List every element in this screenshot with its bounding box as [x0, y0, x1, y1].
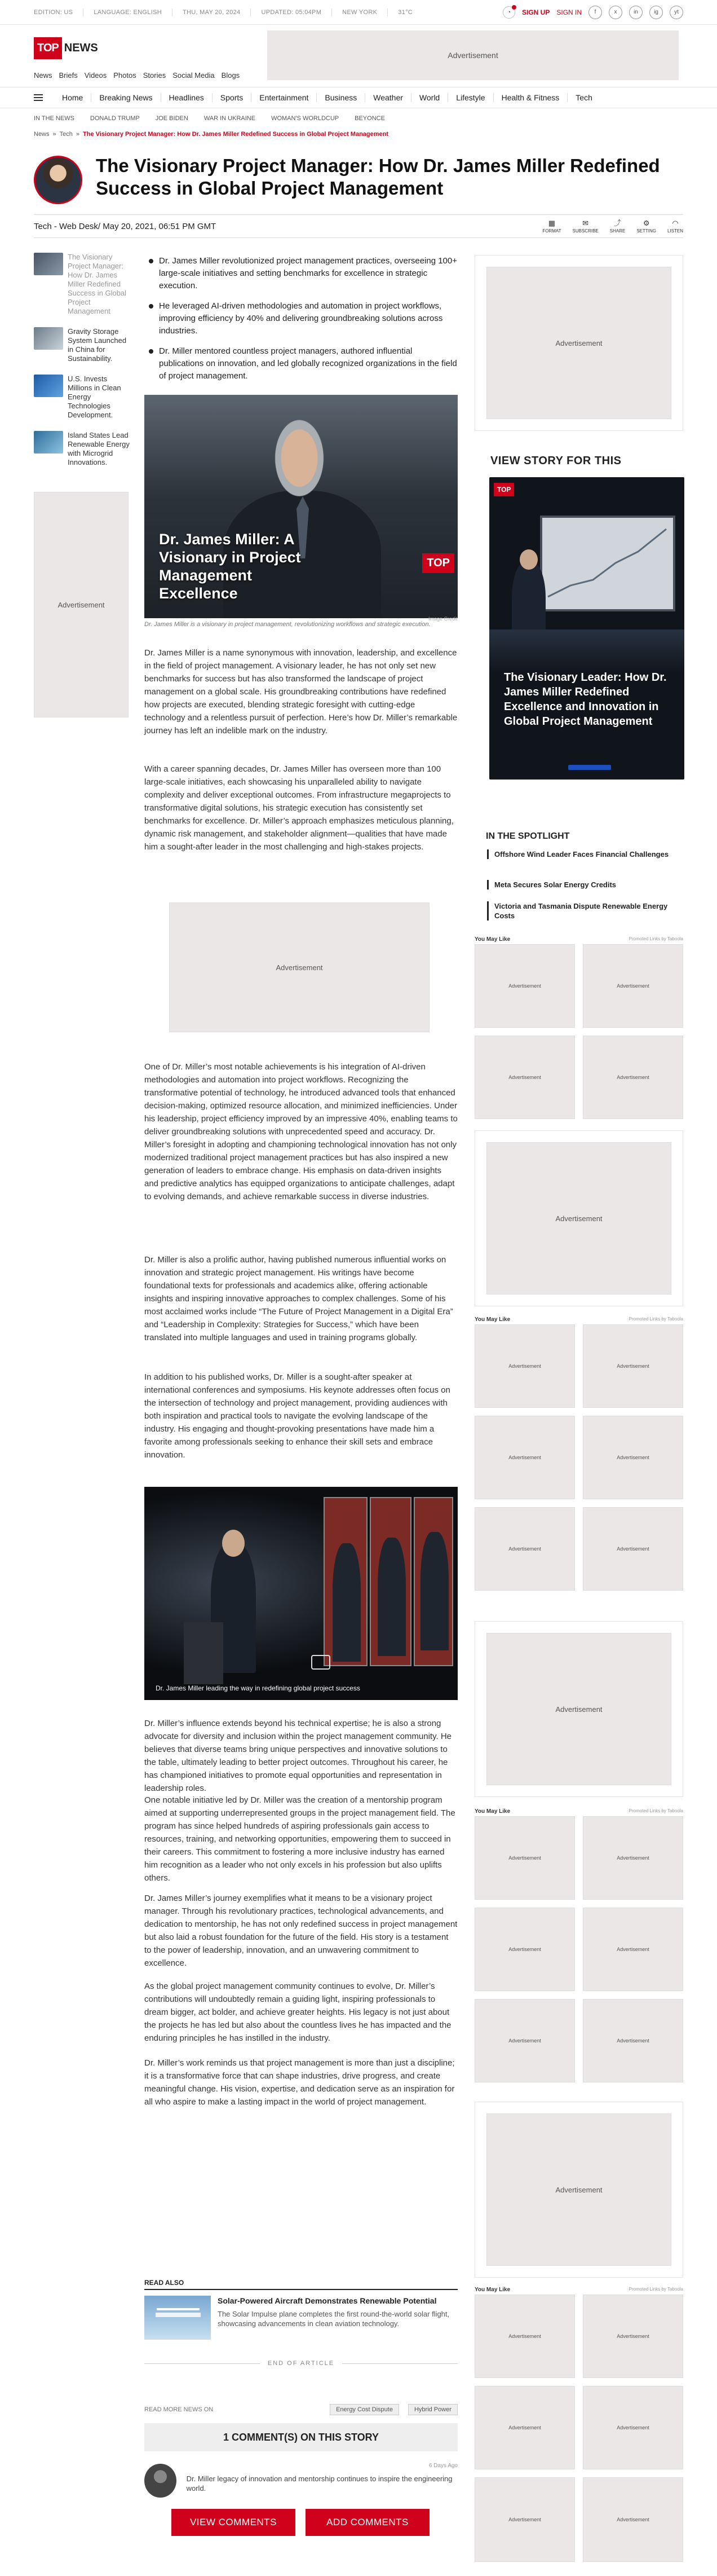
advertisement-label: Advertisement	[486, 1142, 671, 1294]
story-title: The Visionary Leader: How Dr. James Miller Redefined Excellence and Innovation in Global Project Management	[504, 671, 667, 728]
image-credit: Image Credit	[428, 616, 458, 622]
article-paragraph: Dr. James Miller’s journey exemplifies what it means to be a visionary project manager. Through his revolutionary practices, technological advancements, and dedication to mentorship, he has not only redefined success in project management but also laid a robust foundation for the future of the field. His story is a testament to the power of leadership, innovation, and an unwavering commitment to excellence.	[144, 1894, 458, 1968]
advertisement-label: Advertisement	[486, 267, 671, 419]
rail-thumbnail	[34, 431, 63, 453]
story-indicator	[568, 765, 611, 770]
listen-button[interactable]	[667, 219, 683, 234]
read-also-card[interactable]	[144, 2289, 458, 2340]
rail-thumbnail	[34, 253, 63, 275]
yml-sponsor[interactable]: Promoted Links by Taboola	[629, 1316, 683, 1322]
nav-world[interactable]: World	[411, 93, 448, 102]
article-paragraph: Dr. James Miller is a name synonymous with innovation, leadership, and excellence in the field of project management. A visionary leader, he has not only set new benchmarks for success but has also transformed the landscape of project management on a global scale. His groundbreaking contributions have redefined how projects are executed, blending strategic foresight with cutting-edge technology and a relentless pursuit of perfection. Here’s how Dr. Miller’s remarkable journey has left an indelible mark on the industry.	[144, 648, 458, 736]
nav-breaking-news[interactable]: Breaking News	[91, 93, 161, 102]
hamburger-icon[interactable]	[34, 94, 46, 101]
breadcrumb-separator: »	[52, 131, 56, 138]
nav-health-fitness[interactable]: Health & Fitness	[494, 93, 568, 102]
rail-item[interactable]	[34, 327, 130, 363]
promoted-link[interactable]: Advertisement	[583, 1036, 683, 1119]
article-paragraph: In addition to his published works, Dr. Miller is a sought-after speaker at international conferences and symposiums. His keynote addresses often focus on the intersection of technology and project management, providing audiences with both inspiration and practical tools to navigate the evolving landscape of the industry. His engaging and thought-provoking presentations have made him a favorite among professionals seeking to enhance their skill sets and embrace innovation.	[144, 1372, 450, 1460]
top-bar	[0, 0, 717, 25]
subnav-news[interactable]: News	[34, 71, 52, 80]
left-rail	[34, 253, 130, 478]
subnav-videos[interactable]: Videos	[84, 71, 107, 80]
promoted-link[interactable]: Advertisement	[475, 944, 575, 1028]
nav-home[interactable]: Home	[54, 93, 91, 102]
rail-title: U.S. Invests Millions in Clean Energy Technologies Development.	[68, 375, 121, 419]
subnav-blogs[interactable]: Blogs	[221, 71, 240, 80]
article-paragraph: With a career spanning decades, Dr. James Miller has overseen more than 100 large-scale initiatives, each showcasing his unparalleled ability to navigate complexity and deliver exceptional outcomes. From infrastructure megaprojects to transformative digital solutions, his strategic execution has consistently set benchmarks for excellence. Dr. Miller’s approach emphasizes meticulous planning, dynamic risk management, and stakeholder alignment—qualities that have made him a sought-after leader in the most challenging and high-stakes projects.	[144, 764, 454, 852]
advertisement-banner[interactable]: Advertisement	[267, 30, 679, 80]
advertisement-sidebar[interactable]	[475, 1621, 683, 1797]
comment-item	[144, 2464, 458, 2498]
read-also-title[interactable]: Solar-Powered Aircraft Demonstrates Renewable Potential	[218, 2296, 437, 2305]
subnav-stories[interactable]: Stories	[143, 71, 166, 80]
article-paragraph: Dr. Miller’s work reminds us that project management is more than just a discipline; it is a transformative force that can shape industries, drive progress, and create meaningful change. His vision, expertise, and dedication serve as an inspiration for all who aspire to make a lasting impact in the world of project management.	[144, 2058, 455, 2107]
rail-title: Gravity Storage System Launched in China for Sustainability.	[68, 327, 127, 363]
end-of-article	[144, 2360, 458, 2367]
article-paragraph: Dr. Miller’s influence extends beyond his technical expertise; he is also a strong advocate for diversity and inclusion within the project management community. He believes that diverse teams bring unique perspectives and innovative solutions to the table, ultimately leading to better project outcomes. Throughout his career, he has championed initiatives to promote equal opportunities and representation in leadership roles.	[144, 1719, 452, 1793]
notification-dot	[512, 5, 516, 10]
nav-business[interactable]: Business	[317, 93, 365, 102]
article-image[interactable]	[144, 1487, 458, 1700]
promoted-link[interactable]: Advertisement	[475, 1999, 575, 2082]
subnav-social-media[interactable]: Social Media	[172, 71, 215, 80]
article-image-panel	[370, 1497, 411, 1666]
comment-time: 6 Days Ago	[428, 2463, 458, 2469]
advertisement-sidebar[interactable]	[475, 1130, 683, 1306]
promoted-link[interactable]: Advertisement	[475, 1816, 575, 1900]
article-paragraph: Dr. Miller is also a prolific author, having published numerous influential works on innovation and strategic project management. His writings have become foundational texts for professionals and academics alike, offering actionable insights and inspiring innovative approaches to complex challenges. Some of his most acclaimed works include “The Future of Project Management in a Digital Era” and “Leadership in Complexity: Strategies for Success,” which have been translated into multiple languages and used in training programs globally.	[144, 1255, 453, 1342]
story-badge: TOP	[494, 483, 514, 496]
bell-icon[interactable]: ◔	[503, 6, 515, 19]
read-also-description: The Solar Impulse plane completes the first round-the-world solar flight, showcasing advancements in clean aviation technology.	[218, 2310, 450, 2328]
instagram-icon[interactable]: ig	[649, 6, 663, 19]
breadcrumb-separator: »	[76, 131, 80, 138]
nav-sports[interactable]: Sports	[213, 93, 251, 102]
byline-bar	[34, 214, 683, 238]
article-paragraph: As the global project management community continues to evolve, Dr. Miller’s contributions will undoubtedly remain a guiding light, inspiring professionals to dream bigger, act bolder, and achieve greater heights. His legacy is not just about the projects he has led but also about the countless lives he has impacted and the enduring principles he has instilled in the industry.	[144, 1981, 452, 2043]
article-image-face	[222, 1530, 245, 1557]
advertisement-sidebar[interactable]	[475, 2102, 683, 2278]
tool-label: SUBSCRIBE	[572, 228, 599, 234]
youtube-icon[interactable]: yt	[670, 6, 683, 19]
spotlight-item[interactable]: Meta Secures Solar Energy Credits	[487, 880, 676, 890]
article-tools	[542, 219, 683, 234]
hero-caption: Dr. James Miller is a visionary in project management, revolutionizing workflows and strategic execution.	[144, 621, 431, 628]
hero-image[interactable]	[144, 395, 458, 618]
advertisement-rail[interactable]: Advertisement	[34, 492, 129, 717]
facebook-icon[interactable]: f	[588, 6, 602, 19]
promoted-link[interactable]: Advertisement	[475, 2477, 575, 2562]
yml-heading: You May Like	[475, 1808, 511, 1815]
read-also-thumbnail	[144, 2296, 211, 2340]
you-may-like-header	[475, 936, 683, 943]
story-card[interactable]	[489, 477, 684, 780]
key-point: Dr. Miller mentored countless project managers, authored influential publications on innovation, and led globally recognized organizations in the field of project management.	[144, 345, 458, 382]
camera-icon[interactable]	[311, 1655, 330, 1670]
rail-thumbnail	[34, 327, 63, 350]
logo-news: NEWS	[64, 42, 98, 54]
nav-headlines[interactable]: Headlines	[161, 93, 213, 102]
site-logo[interactable]	[34, 37, 100, 59]
spotlight-item[interactable]: Offshore Wind Leader Faces Financial Challenges	[487, 849, 676, 859]
promoted-link[interactable]: Advertisement	[583, 1999, 683, 2082]
tool-label: LISTEN	[667, 228, 683, 234]
story-chart	[542, 518, 673, 609]
date-text: THU, MAY 20, 2024	[182, 8, 241, 16]
view-comments-button[interactable]: VIEW COMMENTS	[171, 2509, 295, 2536]
page-title: The Visionary Project Manager: How Dr. James Miller Redefined Success in Global Project Management	[96, 155, 660, 199]
trending-item[interactable]: JOE BIDEN	[155, 115, 188, 122]
sign-in-link[interactable]: SIGN IN	[556, 8, 582, 16]
read-also-heading: READ ALSO	[144, 2279, 184, 2287]
byline: Tech - Web Desk/ May 20, 2021, 06:51 PM GMT	[34, 221, 216, 231]
updated-text: UPDATED: 05:04PM	[261, 8, 322, 16]
tag-chip[interactable]: Hybrid Power	[408, 2404, 458, 2415]
setting-button[interactable]	[636, 219, 656, 234]
story-figure-head	[520, 549, 538, 570]
article-image-podium	[184, 1622, 223, 1684]
main-nav	[0, 87, 717, 108]
yml-sponsor[interactable]: Promoted Links by Taboola	[629, 2287, 683, 2292]
panel-figure	[333, 1543, 361, 1662]
article-paragraph: One of Dr. Miller’s most notable achievements is his integration of AI-driven methodologies and automation into project workflows. Recognizing the transformative potential of technology, he introduced advanced tools that enhanced decision-making, optimized resource allocation, and minimized inefficiencies. Under his leadership, project efficiency improved by an impressive 40%, enabling teams to deliver groundbreaking solutions with unprecedented speed and accuracy. Dr. Miller’s foresight in adopting and championing technological innovation has not only modernized traditional project management practices but has also inspired a new generation of leaders to embrace change. His emphasis on data-driven insights and predictive analytics has equipped organizations to anticipate challenges, adapt to evolving demands, and achieve remarkable success in diverse industries.	[144, 1062, 458, 1201]
subnav-photos[interactable]: Photos	[113, 71, 136, 80]
read-more-bar	[144, 2404, 458, 2415]
yml-sponsor[interactable]: Promoted Links by Taboola	[629, 936, 683, 941]
trending-item[interactable]: DONALD TRUMP	[90, 115, 140, 122]
you-may-like-header	[475, 1808, 683, 1815]
tool-label: SHARE	[609, 228, 626, 234]
temperature-text: 31°C	[398, 8, 413, 16]
article-image-panel	[324, 1497, 368, 1666]
breadcrumb-current: The Visionary Project Manager: How Dr. James Miller Redefined Success in Global Project Management	[83, 131, 389, 138]
language-selector[interactable]: LANGUAGE: ENGLISH	[94, 8, 162, 16]
advertisement-label: Advertisement	[486, 2113, 671, 2266]
rail-title: Island States Lead Renewable Energy with Microgrid Innovations.	[68, 431, 130, 466]
author-avatar	[34, 156, 82, 204]
breadcrumb	[34, 131, 388, 138]
trending-label: IN THE NEWS	[34, 115, 74, 122]
promoted-link[interactable]: Advertisement	[475, 1036, 575, 1119]
promoted-link[interactable]: Advertisement	[475, 1416, 575, 1499]
format-icon: ▦	[548, 218, 556, 227]
promoted-link[interactable]: Advertisement	[475, 2295, 575, 2378]
key-point: He leveraged AI-driven methodologies and automation in project workflows, improving efficiency by 40% and delivering groundbreaking solutions across industries.	[144, 300, 458, 337]
hero-badge: TOP	[422, 553, 454, 573]
sub-nav	[34, 71, 240, 80]
rail-thumbnail	[34, 375, 63, 397]
promoted-link[interactable]: Advertisement	[583, 944, 683, 1028]
key-point: Dr. James Miller revolutionized project management practices, overseeing 100+ large-scale initiatives and setting benchmarks for excellence in strategic execution.	[144, 255, 458, 292]
you-may-like-header	[475, 2287, 683, 2293]
logo-top: TOP	[34, 37, 62, 59]
yml-heading: You May Like	[475, 2287, 511, 2293]
mail-icon: ✉	[582, 218, 589, 227]
hero-overlay-caption: Dr. James Miller: A Visionary in Project Management Excellence	[159, 531, 301, 602]
rail-title: The Visionary Project Manager: How Dr. James Miller Redefined Success in Global Project Management	[68, 253, 127, 315]
promoted-link[interactable]: Advertisement	[475, 1908, 575, 1991]
yml-heading: You May Like	[475, 1316, 511, 1323]
yml-heading: You May Like	[475, 936, 511, 943]
tag-chip[interactable]: Energy Cost Dispute	[330, 2404, 399, 2415]
share-icon: ⤴	[614, 218, 622, 227]
spotlight-heading: IN THE SPOTLIGHT	[486, 831, 570, 841]
edition-selector[interactable]: EDITION: US	[34, 8, 73, 16]
breadcrumb-section[interactable]: Tech	[59, 131, 73, 138]
panel-figure	[378, 1538, 406, 1656]
view-story-heading: VIEW STORY FOR THIS	[490, 455, 622, 467]
promoted-link[interactable]: Advertisement	[475, 1324, 575, 1408]
promoted-link[interactable]: Advertisement	[583, 1416, 683, 1499]
rail-item[interactable]	[34, 431, 130, 467]
promoted-link[interactable]: Advertisement	[583, 1908, 683, 1991]
gear-icon: ⚙	[643, 218, 650, 227]
article-image-caption: Dr. James Miller leading the way in redefining global project success	[156, 1684, 360, 1692]
trending-item[interactable]: WOMAN'S WORLDCUP	[271, 115, 339, 122]
x-icon[interactable]: x	[609, 6, 622, 19]
article-image-panel	[414, 1497, 453, 1666]
article-paragraph: One notable initiative led by Dr. Miller was the creation of a mentorship program aimed at supporting underrepresented groups in the project management field. The program has since helped hundreds of aspiring professionals gain access to resources, training, and networking opportunities, empowering them to succeed in their careers. This commitment to fostering a more inclusive industry has earned him recognition as a leader who not only excels in his profession but also uplifts others.	[144, 1795, 455, 1883]
format-button[interactable]	[542, 219, 561, 234]
rail-item[interactable]	[34, 253, 130, 316]
comment-text: Dr. Miller legacy of innovation and mentorship continues to inspire the engineering world.	[186, 2474, 453, 2493]
tool-label: SETTING	[636, 228, 656, 234]
nav-weather[interactable]: Weather	[365, 93, 411, 102]
advertisement-label: Advertisement	[486, 1633, 671, 1785]
promoted-link[interactable]: Advertisement	[583, 1324, 683, 1408]
tool-label: FORMAT	[542, 228, 561, 234]
trending-bar	[34, 115, 385, 122]
promoted-link[interactable]: Advertisement	[475, 2386, 575, 2469]
share-button[interactable]	[610, 219, 626, 234]
promoted-link[interactable]: Advertisement	[583, 2295, 683, 2378]
spotlight-item[interactable]: Victoria and Tasmania Dispute Renewable Energy Costs	[487, 901, 676, 921]
story-screen	[540, 516, 675, 611]
promoted-link[interactable]: Advertisement	[475, 1507, 575, 1591]
location-text: NEW YORK	[342, 8, 378, 16]
comments-heading: 1 COMMENT(S) ON THIS STORY	[144, 2423, 458, 2451]
breadcrumb-home[interactable]: News	[34, 131, 50, 138]
trending-item[interactable]: WAR IN UKRAINE	[203, 115, 256, 122]
nav-tech[interactable]: Tech	[576, 93, 592, 102]
key-points	[144, 255, 458, 390]
panel-figure	[421, 1532, 449, 1650]
nav-entertainment[interactable]: Entertainment	[251, 93, 317, 102]
commenter-avatar	[144, 2464, 176, 2498]
you-may-like-header	[475, 1316, 683, 1323]
advertisement-inline[interactable]: Advertisement	[169, 902, 430, 1032]
promoted-link[interactable]: Advertisement	[583, 2386, 683, 2469]
rail-item[interactable]	[34, 375, 130, 420]
advertisement-sidebar[interactable]	[475, 255, 683, 431]
promoted-link[interactable]: Advertisement	[583, 1816, 683, 1900]
headphones-icon: ◠	[672, 218, 679, 227]
sign-up-link[interactable]: SIGN UP	[521, 8, 550, 16]
promoted-link[interactable]: Advertisement	[583, 2477, 683, 2562]
linkedin-icon[interactable]: in	[629, 6, 643, 19]
subscribe-button[interactable]	[573, 219, 599, 234]
add-comments-button[interactable]: ADD COMMENTS	[306, 2509, 430, 2536]
yml-sponsor[interactable]: Promoted Links by Taboola	[629, 1808, 683, 1813]
read-more-label: READ MORE NEWS ON	[144, 2406, 214, 2413]
story-audience	[489, 629, 684, 675]
promoted-link[interactable]: Advertisement	[583, 1507, 683, 1591]
trending-item[interactable]: BEYONCE	[355, 115, 385, 122]
end-of-article-label: END OF ARTICLE	[267, 2360, 335, 2367]
subnav-briefs[interactable]: Briefs	[59, 71, 78, 80]
nav-lifestyle[interactable]: Lifestyle	[448, 93, 493, 102]
